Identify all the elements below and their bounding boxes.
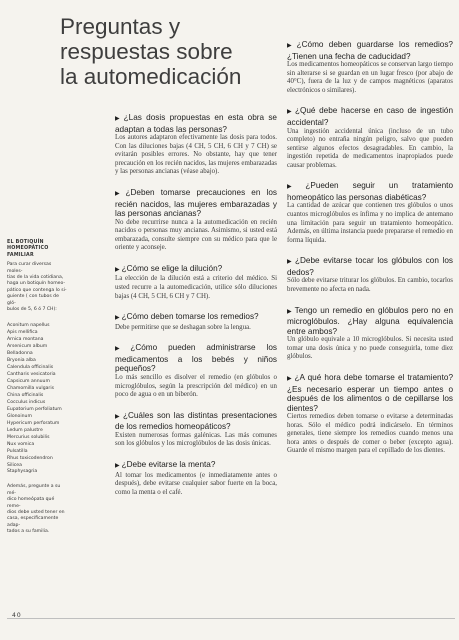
remedy-item: Rhus toxicodendron <box>7 455 53 461</box>
sidebar-outro-line: dico homeópata qué reme- <box>7 497 55 509</box>
bullet-triangle-icon: ▶ <box>287 375 293 382</box>
question: ▶ ¿Debe evitarse la menta? <box>115 459 216 469</box>
bullet-triangle-icon: ▶ <box>287 308 293 315</box>
bullet-triangle-icon: ▶ <box>115 346 129 353</box>
answer: No debe recurrirse nunca a la automedicación en recién nacidos o personas muy ancianas. Asimismo, si usted está embarazada, consulte siempre con su médico para que le oriente y aconseje. <box>115 218 277 252</box>
remedy-item: Arnica montana <box>7 337 44 343</box>
sidebar-intro-line: guiente ( con tubos de gló- <box>7 294 59 306</box>
remedy-item: Glonoinum <box>7 413 32 419</box>
sidebar-heading-line: EL BOTIQUÍN <box>7 240 44 245</box>
remedy-item: Silicea <box>7 462 22 468</box>
bullet-triangle-icon: ▶ <box>115 116 122 122</box>
sidebar-intro-line: haga un botiquín homeo- <box>7 281 66 287</box>
remedy-item: Bryonia alba <box>7 358 36 364</box>
sidebar-box <box>7 240 67 536</box>
answer: Sólo debe evitarse triturar los glóbulos. En cambio, tocarlos brevemente no afecta en nada. <box>287 277 453 293</box>
remedy-item: Mercurius solubilis <box>7 434 50 440</box>
question: ▶ ¿Debe evitarse tocar los glóbulos con los dedos? <box>287 256 453 277</box>
bullet-triangle-icon: ▶ <box>115 190 124 197</box>
title-line: la automedicación <box>60 64 242 89</box>
sidebar-heading <box>7 240 67 259</box>
answer: Al tomar los medicamentos (e inmediatamente antes o después), debe evitarse cualquier sabor fuerte en la boca, como la menta o el café. <box>115 471 277 496</box>
remedy-item: Capsicum annuum <box>7 379 50 385</box>
answer: La elección de la dilución está a criterio del médico. Si usted recurre a la automedicación, utilice sólo diluciones bajas (4 CH, 5 CH, 6 CH y 7 CH). <box>115 275 277 300</box>
remedy-item: Aconitum napellus <box>7 323 50 329</box>
bullet-triangle-icon: ▶ <box>287 43 295 49</box>
question: ▶ Tengo un remedio en glóbulos pero no en microglóbulos. ¿Hay alguna equivalencia entre ambos? <box>287 305 453 336</box>
sidebar-outro-line: Además, pregunte a su mé- <box>7 484 61 496</box>
remedy-item: Hypericum perforatum <box>7 420 60 426</box>
answer: Un glóbulo equivale a 10 microglóbulos. Si necesita usted tomar una dosis única y no puede conseguirla, tome diez glóbulos. <box>287 336 453 361</box>
question: ▶ ¿Deben tomarse precauciones en los recién nacidos, las mujeres embarazadas y las personas ancianas? <box>115 187 277 219</box>
sidebar-outro-line: casa, específicamente adap- <box>7 516 59 528</box>
bullet-triangle-icon: ▶ <box>287 184 304 191</box>
title-line: respuestas sobre <box>60 39 233 64</box>
bullet-triangle-icon: ▶ <box>287 109 293 116</box>
answer: Existen numerosas formas galénicas. Las más comunes son los glóbulos y los microglóbulos de las dosis únicas. <box>115 431 277 448</box>
question: ▶ ¿Cómo se elige la dilución? <box>115 263 223 273</box>
answer: Ciertos remedios deben tomarse o evitarse a determinadas horas. Sólo el médico podrá indicárselo. En términos generales, tiene siempre los remedios cuando menos una hora antes o después de comer o beber (excepto agua). Guarde el mismo margen para el cepillado de los dientes. <box>287 413 453 455</box>
remedy-item: China officinalis <box>7 393 44 398</box>
bullet-triangle-icon: ▶ <box>115 266 120 273</box>
sidebar-heading-line: HOMEOPÁTICO FAMILIAR <box>7 246 49 258</box>
column-left <box>115 113 277 508</box>
question: ▶ ¿Cómo pueden administrarse los medicamentos a los bebés y niños pequeños? <box>115 343 277 374</box>
sidebar-intro-line: pático que contenga lo si- <box>7 287 67 293</box>
bullet-triangle-icon: ▶ <box>115 462 120 469</box>
sidebar-intro-line: Para curar diversas moles- <box>7 262 52 274</box>
question: ▶ ¿A qué hora debe tomarse el tratamiento? ¿Es necesario esperar un tiempo antes o después de los alimentos o de cepillarse los dientes? <box>287 372 453 413</box>
remedy-list <box>7 323 67 476</box>
question: ▶ ¿Qué debe hacerse en caso de ingestión accidental? <box>287 106 453 127</box>
bullet-triangle-icon: ▶ <box>115 413 121 420</box>
question: ▶ ¿Cómo deben guardarse los remedios? ¿Tienen una fecha de caducidad? <box>287 40 453 61</box>
remedy-item: Eupatorium perfoliatum <box>7 406 62 412</box>
question: ▶ ¿Las dosis propuestas en esta obra se adaptan a todas las personas? <box>115 113 277 134</box>
remedy-item: Nux vomica <box>7 441 35 447</box>
remedy-item: Ledum palustre <box>7 427 43 433</box>
page-title <box>60 14 260 89</box>
remedy-item: Chamomilla vulgaris <box>7 386 54 392</box>
page-number: 40 <box>12 612 22 619</box>
remedy-item: Belladonna <box>7 351 33 357</box>
question: ▶ ¿Pueden seguir un tratamiento homeopático las personas diabéticas? <box>287 181 453 202</box>
answer: Los medicamentos homeopáticos se conservan largo tiempo sin alterarse si se guardan en un lugar fresco (por abajo de 40°C), fuera de la luz y de campos magnéticos (aparatos electrónicos o similares). <box>287 61 453 94</box>
answer: Debe permitirse que se deshagan sobre la lengua. <box>115 323 251 331</box>
title-line: Preguntas y <box>60 14 181 39</box>
sidebar-outro <box>7 484 67 535</box>
bullet-triangle-icon: ▶ <box>115 315 120 322</box>
remedy-item: Apis mellifica <box>7 330 38 336</box>
remedy-item: Cantharis vesicatoria <box>7 372 56 378</box>
footer-divider <box>7 618 455 619</box>
sidebar-intro-line: tias de la vida cotidiana, <box>7 275 64 281</box>
sidebar-outro-line: tados a su familia. <box>7 529 50 535</box>
remedy-item: Arsenicum album <box>7 344 48 350</box>
remedy-item: Pulsatilla <box>7 448 28 454</box>
column-right <box>287 40 453 467</box>
remedy-item: Calendula officinalis <box>7 365 54 371</box>
remedy-item: Cocculus indicus <box>7 399 46 405</box>
sidebar-intro-line: bulos de 5, 6 ó 7 CH): <box>7 307 57 313</box>
answer: Lo más sencillo es disolver el remedio (en glóbulos o microglóbulos, según la prescripción del médico) en un poco de agua o en un biberón. <box>115 374 277 399</box>
answer: Los autores adaptaron efectivamente las dosis para todos. Con las diluciones bajas (4 CH, 5 CH, 6 CH y 7 CH) se evitarán posibles errores. No obstante, hay que tener precaución en los recién nacidos, las mujeres embarazadas y las personas ancianas (véase abajo). <box>115 134 277 176</box>
question: ▶ ¿Cómo deben tomarse los remedios? <box>115 312 259 322</box>
answer: Una ingestión accidental única (incluso de un tubo completo) no entraña ningún peligro, salvo que pueden sentirse algunos efectos desagradables. En cambio, la ingestión repetida de medicamentos inapropiados puede causar problemas. <box>287 127 453 169</box>
sidebar-outro-line: dios debe usted tener en <box>7 510 65 516</box>
remedy-item: Staphysagria <box>7 469 38 475</box>
sidebar-intro <box>7 262 67 313</box>
question: ▶ ¿Cuáles son las distintas presentaciones de los remedios homeopáticos? <box>115 410 277 432</box>
answer: La cantidad de azúcar que contienen tres glóbulos o unos cuantos microglóbulos es ínfima y no implica de antemano una limitación para seguir un tratamiento homeopático. Además, en última instancia puede prepararse el remedio en forma líquida. <box>287 202 453 244</box>
bullet-triangle-icon: ▶ <box>287 259 293 266</box>
